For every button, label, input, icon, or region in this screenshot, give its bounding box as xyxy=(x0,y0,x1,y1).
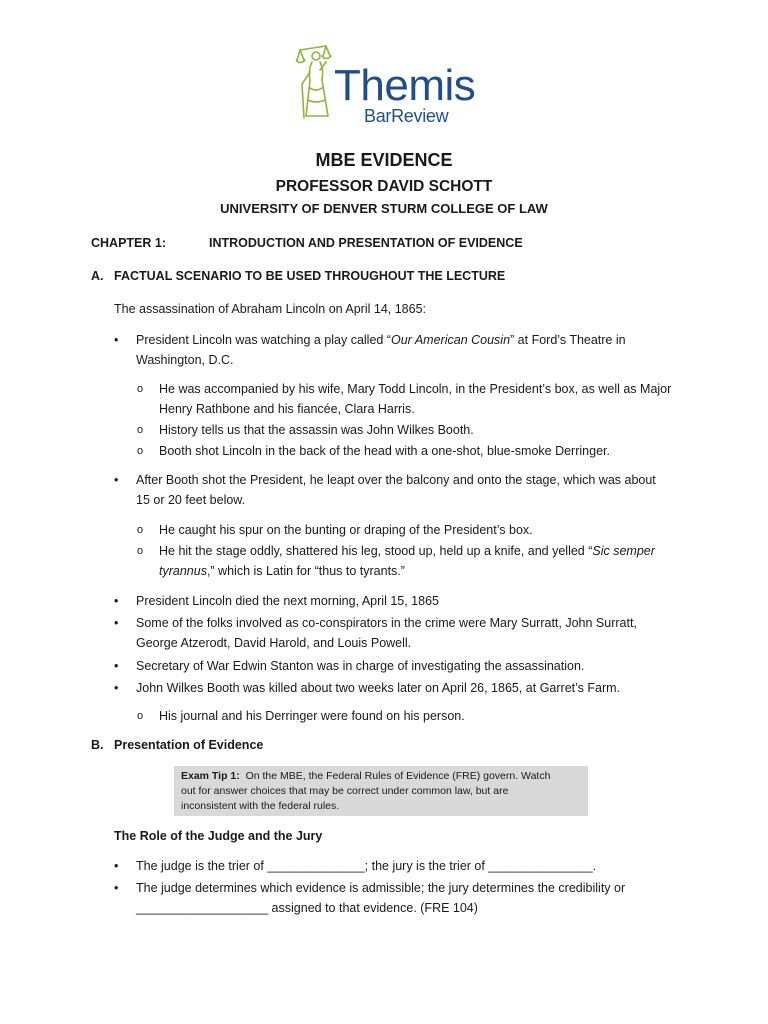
bullet-icon: • xyxy=(114,333,119,347)
tip-line: inconsistent with the federal rules. xyxy=(181,800,340,812)
bullet-line xyxy=(136,330,676,350)
bullet-item xyxy=(114,656,674,676)
bullet-line: After Booth shot the President, he leapt over the balcony and onto the stage, which was about xyxy=(136,473,656,487)
sub-line: He was accompanied by his wife, Mary Todd Lincoln, in the President’s box, as well as Major xyxy=(159,382,672,396)
section-a-intro: The assassination of Abraham Lincoln on April 14, 1865: xyxy=(114,302,427,316)
sub-line: History tells us that the assassin was John Wilkes Booth. xyxy=(159,423,474,437)
sub-item xyxy=(137,541,682,581)
section-title: Presentation of Evidence xyxy=(114,738,264,752)
sub-item xyxy=(137,706,682,726)
bullet-item xyxy=(114,878,674,918)
section-a-heading xyxy=(91,266,505,286)
section-letter: A. xyxy=(91,269,104,283)
chapter-heading xyxy=(91,233,523,253)
bullet-line: Secretary of War Edwin Stanton was in charge of investigating the assassination. xyxy=(136,659,585,673)
bullet-icon: • xyxy=(114,616,119,630)
circle-bullet-icon: o xyxy=(137,710,144,722)
bullet-line: Some of the folks involved as co-conspirators in the crime were Mary Surratt, John Surratt, xyxy=(136,616,637,630)
text-run: President Lincoln was watching a play called “ xyxy=(136,333,391,347)
section-title: FACTUAL SCENARIO TO BE USED THROUGHOUT THE LECTURE xyxy=(114,269,506,283)
sub-item xyxy=(137,441,682,461)
bullet-line: John Wilkes Booth was killed about two weeks later on April 26, 1865, at Garret’s Farm. xyxy=(136,681,621,695)
sub-line: He caught his spur on the bunting or draping of the President’s box. xyxy=(159,523,533,537)
circle-bullet-icon: o xyxy=(137,445,144,457)
chapter-title: INTRODUCTION AND PRESENTATION OF EVIDENCE xyxy=(209,236,523,250)
brand-name: Themis xyxy=(334,61,476,110)
bullet-line: The judge is the trier of ______________; the jury is the trier of _______________. xyxy=(136,859,597,873)
sub-item xyxy=(137,379,682,419)
themis-logo xyxy=(296,40,476,130)
tip-line xyxy=(181,769,585,784)
latin-phrase: tyrannus xyxy=(159,564,207,578)
text-run: On the MBE, the Federal Rules of Evidence (FRE) govern. Watch xyxy=(245,770,551,782)
role-heading: The Role of the Judge and the Jury xyxy=(114,829,323,843)
bullet-line: Washington, D.C. xyxy=(136,353,234,367)
latin-phrase: Sic semper xyxy=(592,544,655,558)
sub-line xyxy=(159,561,684,581)
sub-line: His journal and his Derringer were found on his person. xyxy=(159,709,465,723)
bullet-line: 15 or 20 feet below. xyxy=(136,493,246,507)
professor-name: PROFESSOR DAVID SCHOTT xyxy=(275,178,493,195)
text-run: ,” which is Latin for “thus to tyrants.” xyxy=(206,564,405,578)
sub-line: Booth shot Lincoln in the back of the head with a one-shot, blue-smoke Derringer. xyxy=(159,444,610,458)
sub-line: Henry Rathbone and his fiancée, Clara Harris. xyxy=(159,402,415,416)
bullet-icon: • xyxy=(114,594,119,608)
bullet-item xyxy=(114,330,674,370)
section-b-heading xyxy=(91,735,263,755)
text-run: He hit the stage oddly, shattered his leg, stood up, held up a knife, and yelled “ xyxy=(159,544,593,558)
section-letter: B. xyxy=(91,738,104,752)
school-name: UNIVERSITY OF DENVER STURM COLLEGE OF LAW xyxy=(220,201,548,216)
bullet-item xyxy=(114,856,674,876)
bullet-icon: • xyxy=(114,859,119,873)
text-run: ” at Ford’s Theatre in xyxy=(510,333,626,347)
bullet-item xyxy=(114,613,674,653)
bullet-line: The judge determines which evidence is admissible; the jury determines the credibility or xyxy=(136,881,626,895)
bullet-icon: • xyxy=(114,881,119,895)
bullet-icon: • xyxy=(114,659,119,673)
brand-subtitle: BarReview xyxy=(364,106,449,126)
circle-bullet-icon: o xyxy=(137,524,144,536)
tip-line: out for answer choices that may be correct under common law, but are xyxy=(181,785,509,797)
exam-tip-box xyxy=(174,766,588,816)
bullet-icon: • xyxy=(114,681,119,695)
bullet-line: President Lincoln died the next morning, April 15, 1865 xyxy=(136,594,439,608)
tip-label: Exam Tip 1: xyxy=(181,770,240,782)
bullet-line: ___________________ assigned to that evidence. (FRE 104) xyxy=(136,901,478,915)
circle-bullet-icon: o xyxy=(137,545,144,557)
document-title: MBE EVIDENCE xyxy=(315,150,453,170)
bullet-item xyxy=(114,678,674,698)
circle-bullet-icon: o xyxy=(137,424,144,436)
sub-line xyxy=(159,541,684,561)
bullet-line: George Atzerodt, David Harold, and Louis Powell. xyxy=(136,636,412,650)
chapter-number: CHAPTER 1: xyxy=(91,236,167,250)
circle-bullet-icon: o xyxy=(137,383,144,395)
play-title: Our American Cousin xyxy=(391,333,511,347)
bullet-item xyxy=(114,591,674,611)
sub-item xyxy=(137,420,682,440)
bullet-item xyxy=(114,470,674,510)
sub-item xyxy=(137,520,682,540)
bullet-icon: • xyxy=(114,473,119,487)
